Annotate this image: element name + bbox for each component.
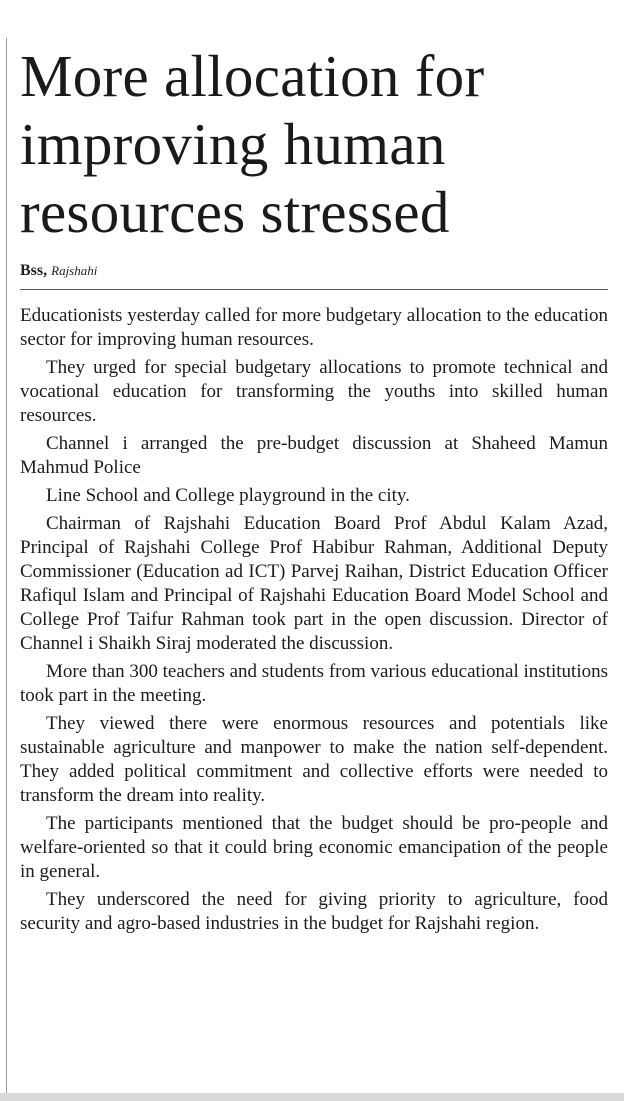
page-bottom-edge xyxy=(0,1093,624,1101)
column-divider xyxy=(6,38,7,1098)
body-paragraph: Chairman of Rajshahi Education Board Prof Abdul Kalam Azad, Principal of Rajshahi College Prof Habibur Rahman, Additional Deputy Commissioner (Education ad ICT) Parvej Raihan, District Education Officer Rafiqul Islam and Principal of Rajshahi Education Board Model School and College Prof Taifur Rahman took part in the open discussion. Director of Channel i Shaikh Siraj moderated the discussion. xyxy=(20,513,608,654)
headline: More allocation for improving human resources stressed xyxy=(20,43,485,245)
body-paragraph: They urged for special budgetary allocations to promote technical and vocational education for transforming the youths into skilled human resources. xyxy=(20,357,608,426)
body-paragraph: They underscored the need for giving priority to agriculture, food security and agro-based industries in the budget for Rajshahi region. xyxy=(20,889,608,934)
byline-agency: Bss, xyxy=(20,262,48,279)
byline-divider xyxy=(20,289,608,290)
article-body xyxy=(20,304,608,940)
byline-dateline: Rajshahi xyxy=(51,263,98,278)
body-paragraph: More than 300 teachers and students from various educational institutions took part in the meeting. xyxy=(20,661,608,706)
body-paragraph: Line School and College playground in the city. xyxy=(46,485,410,506)
body-paragraph: Channel i arranged the pre-budget discussion at Shaheed Mamun Mahmud Police xyxy=(20,433,608,478)
body-paragraph: The participants mentioned that the budget should be pro-people and welfare-oriented so that it could bring economic emancipation of the people in general. xyxy=(20,813,608,882)
body-paragraph: They viewed there were enormous resources and potentials like sustainable agriculture and manpower to make the nation self-dependent. They added political commitment and collective efforts were needed to transform the dream into reality. xyxy=(20,713,608,806)
body-paragraph: Educationists yesterday called for more budgetary allocation to the education sector for improving human resources. xyxy=(20,305,608,350)
byline xyxy=(20,262,97,280)
